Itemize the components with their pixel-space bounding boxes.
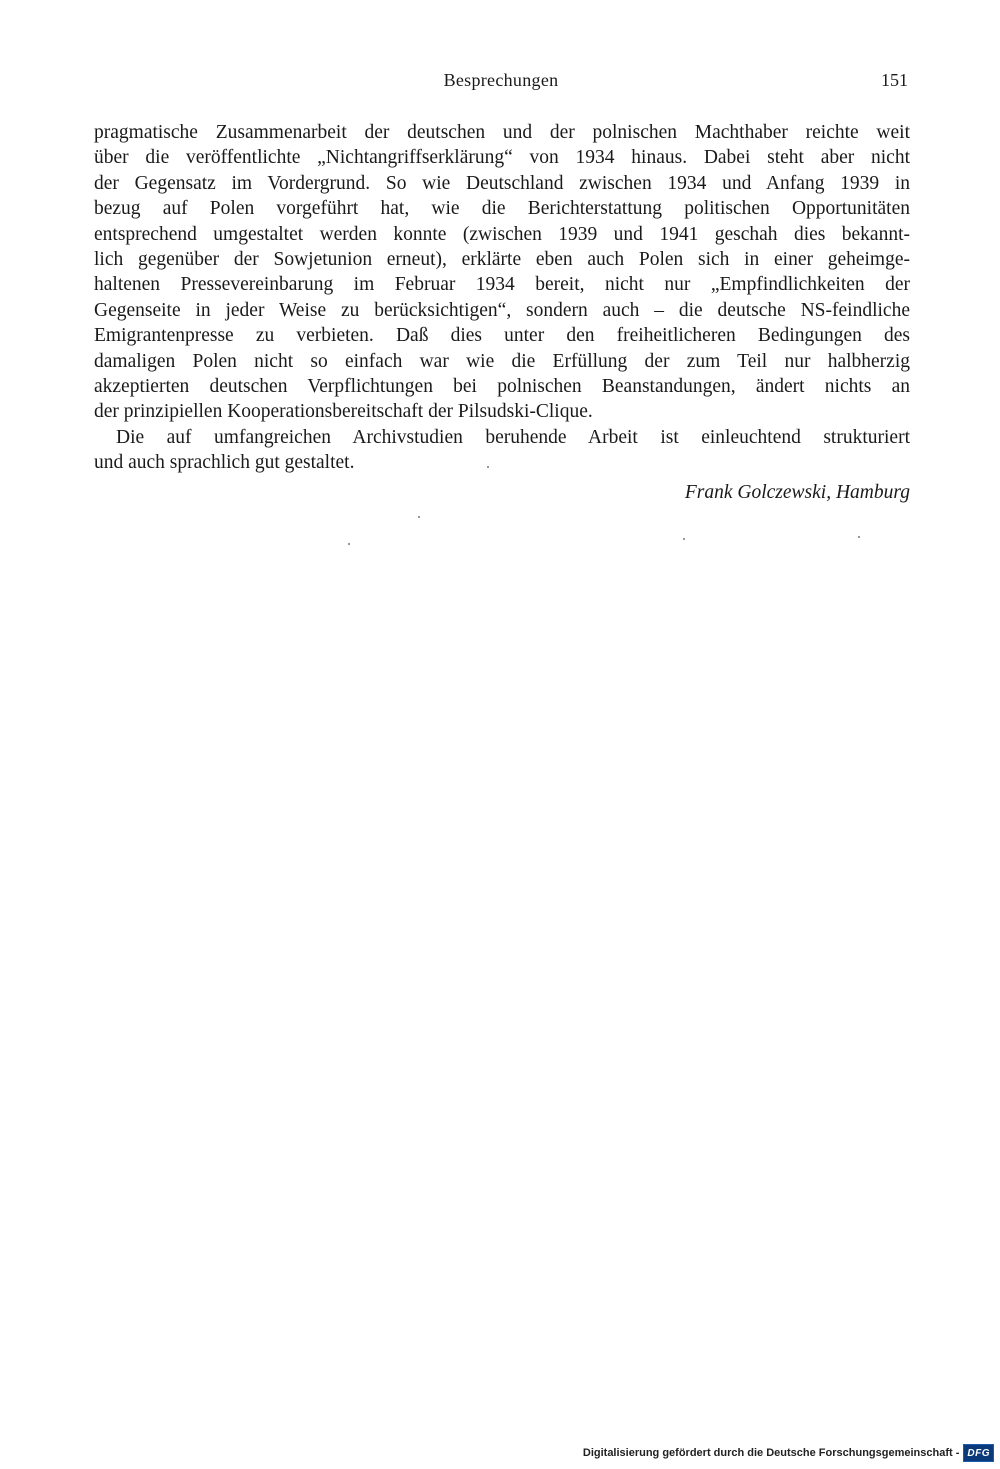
body-line: Die auf umfangreichen Archivstudien beruhende Arbeit ist einleuchtend strukturiert xyxy=(116,426,910,448)
article-body xyxy=(94,120,910,475)
dfg-logo-text: DFG xyxy=(967,1447,990,1459)
body-line: entsprechend umgestaltet werden konnte (zwischen 1939 und 1941 geschah dies bekannt- xyxy=(94,223,910,245)
page-number: 151 xyxy=(881,70,908,90)
footer-credit: Digitalisierung gefördert durch die Deutsche Forschungsgemeinschaft - xyxy=(582,1447,960,1459)
body-line: haltenen Pressevereinbarung im Februar 1934 bereit, nicht nur „Empfindlichkeiten der xyxy=(94,274,910,296)
scan-speck xyxy=(348,543,350,545)
body-line: Emigrantenpresse zu verbieten. Daß dies unter den freiheitlicheren Bedingungen des xyxy=(94,325,910,347)
running-head: Besprechungen xyxy=(443,70,559,90)
scan-speck xyxy=(683,538,685,540)
digitization-footer xyxy=(583,1443,994,1463)
scan-speck xyxy=(418,516,420,518)
body-line: Gegenseite in jeder Weise zu berücksichtigen“, sondern auch – die deutsche NS-feindliche xyxy=(94,299,910,321)
body-line: bezug auf Polen vorgeführt hat, wie die Berichterstattung politischen Opportunitäten xyxy=(94,198,910,220)
scan-speck xyxy=(487,466,489,468)
body-line: akzeptierten deutschen Verpflichtungen bei polnischen Beanstandungen, ändert nichts an xyxy=(94,375,910,397)
body-line: und auch sprachlich gut gestaltet. xyxy=(94,452,355,474)
body-line: lich gegenüber der Sowjetunion erneut), erklärte eben auch Polen sich in einer geheimge- xyxy=(94,248,910,270)
body-line: der Gegensatz im Vordergrund. So wie Deutschland zwischen 1934 und Anfang 1939 in xyxy=(94,172,910,194)
scan-speck xyxy=(858,536,860,538)
body-line: der prinzipiellen Kooperationsbereitschaft der Pilsudski-Clique. xyxy=(94,401,593,423)
body-line: pragmatische Zusammenarbeit der deutschen und der polnischen Machthaber reichte weit xyxy=(94,122,910,143)
body-line: über die veröffentlichte „Nichtangriffserklärung“ von 1934 hinaus. Dabei steht aber nicht xyxy=(94,147,910,169)
dfg-logo-icon xyxy=(963,1444,994,1462)
page-header xyxy=(94,70,908,94)
author-signature: Frank Golczewski, Hamburg xyxy=(684,482,910,503)
body-line: damaligen Polen nicht so einfach war wie die Erfüllung der zum Teil nur halbherzig xyxy=(94,350,910,372)
